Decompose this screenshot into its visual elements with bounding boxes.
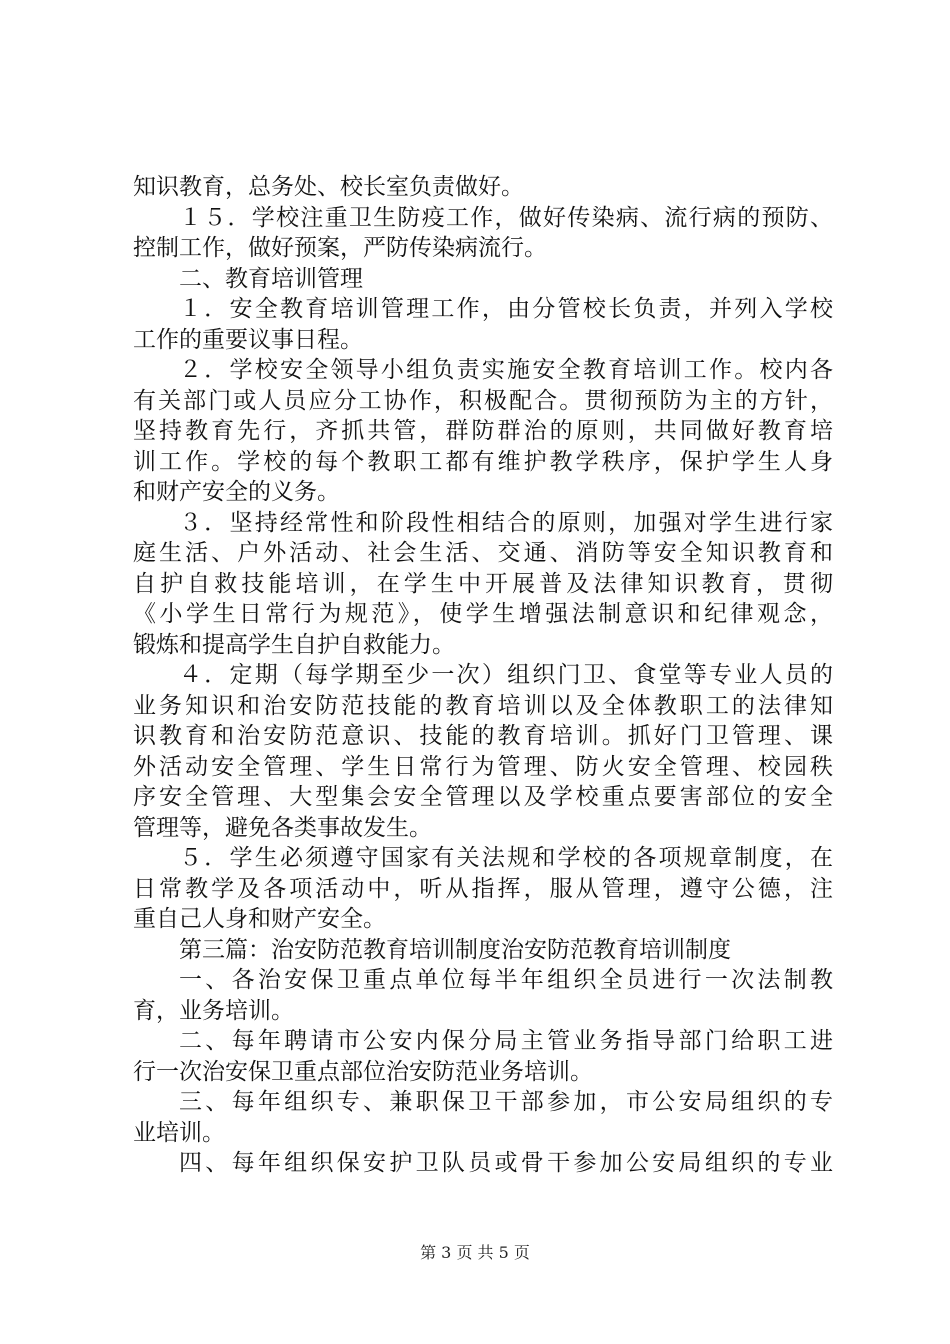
text-line: 四、每年组织保安护卫队员或骨干参加公安局组织的专业	[179, 1150, 833, 1176]
page-footer	[0, 1243, 950, 1263]
text-line: 庭生活、户外活动、社会生活、交通、消防等安全知识教育和	[133, 540, 833, 566]
text-line: 《小学生日常行为规范》，使学生增强法制意识和纪律观念，	[133, 601, 833, 627]
text-line: 业培训。	[133, 1119, 225, 1146]
text-line: ４．定期（每学期至少一次）组织门卫、食堂等专业人员的	[179, 662, 833, 688]
text-line: 育，业务培训。	[133, 997, 294, 1024]
text-line: 一、各治安保卫重点单位每半年组织全员进行一次法制教	[179, 967, 833, 993]
text-line: １．安全教育培训管理工作，由分管校长负责，并列入学校	[179, 296, 833, 322]
text-line: 三、每年组织专、兼职保卫干部参加，市公安局组织的专	[179, 1089, 833, 1115]
document-body	[133, 172, 833, 1179]
text-line: 自护自救技能培训，在学生中开展普及法律知识教育，贯彻	[133, 570, 833, 597]
text-line: 重自己人身和财产安全。	[133, 906, 386, 932]
text-line: 序安全管理、大型集会安全管理以及学校重点要害部位的安全	[133, 784, 833, 810]
text-line: 管理等，避免各类事故发生。	[133, 814, 432, 841]
text-line: 二、每年聘请市公安内保分局主管业务指导部门给职工进	[179, 1028, 833, 1054]
text-line: 二、教育培训管理	[179, 265, 363, 292]
text-line: 第三篇：治安防范教育培训制度治安防范教育培训制度	[179, 936, 731, 963]
text-line: 坚持教育先行，齐抓共管，群防群治的原则，共同做好教育培	[133, 418, 833, 444]
text-line: 业务知识和治安防范技能的教育培训以及全体教职工的法律知	[133, 692, 833, 719]
text-line: ２．学校安全领导小组负责实施安全教育培训工作。校内各	[179, 357, 833, 383]
text-line: 行一次治安保卫重点部位治安防范业务培训。	[133, 1058, 593, 1085]
text-line: 日常教学及各项活动中，听从指挥，服从管理，遵守公德，注	[133, 875, 833, 902]
text-line: 工作的重要议事日程。	[133, 326, 363, 353]
text-line: 有关部门或人员应分工协作，积极配合。贯彻预防为主的方针，	[133, 387, 833, 414]
text-line: ３．坚持经常性和阶段性相结合的原则，加强对学生进行家	[179, 509, 833, 536]
text-line: 知识教育，总务处、校长室负责做好。	[133, 174, 524, 200]
text-line: 控制工作，做好预案，严防传染病流行。	[133, 235, 547, 261]
text-line: 识教育和治安防范意识、技能的教育培训。抓好门卫管理、课	[133, 723, 833, 749]
text-line: 和财产安全的义务。	[133, 479, 340, 505]
text-line: 锻炼和提高学生自护自救能力。	[133, 631, 455, 658]
text-line: ５．学生必须遵守国家有关法规和学校的各项规章制度，在	[179, 845, 833, 871]
text-line: 训工作。学校的每个教职工都有维护教学秩序，保护学生人身	[133, 448, 833, 475]
page-number-label: 第 3 页 共 5 页	[420, 1243, 530, 1262]
text-line: 外活动安全管理、学生日常行为管理、防火安全管理、校园秩	[133, 753, 833, 780]
text-line: １５．学校注重卫生防疫工作，做好传染病、流行病的预防、	[179, 204, 833, 231]
